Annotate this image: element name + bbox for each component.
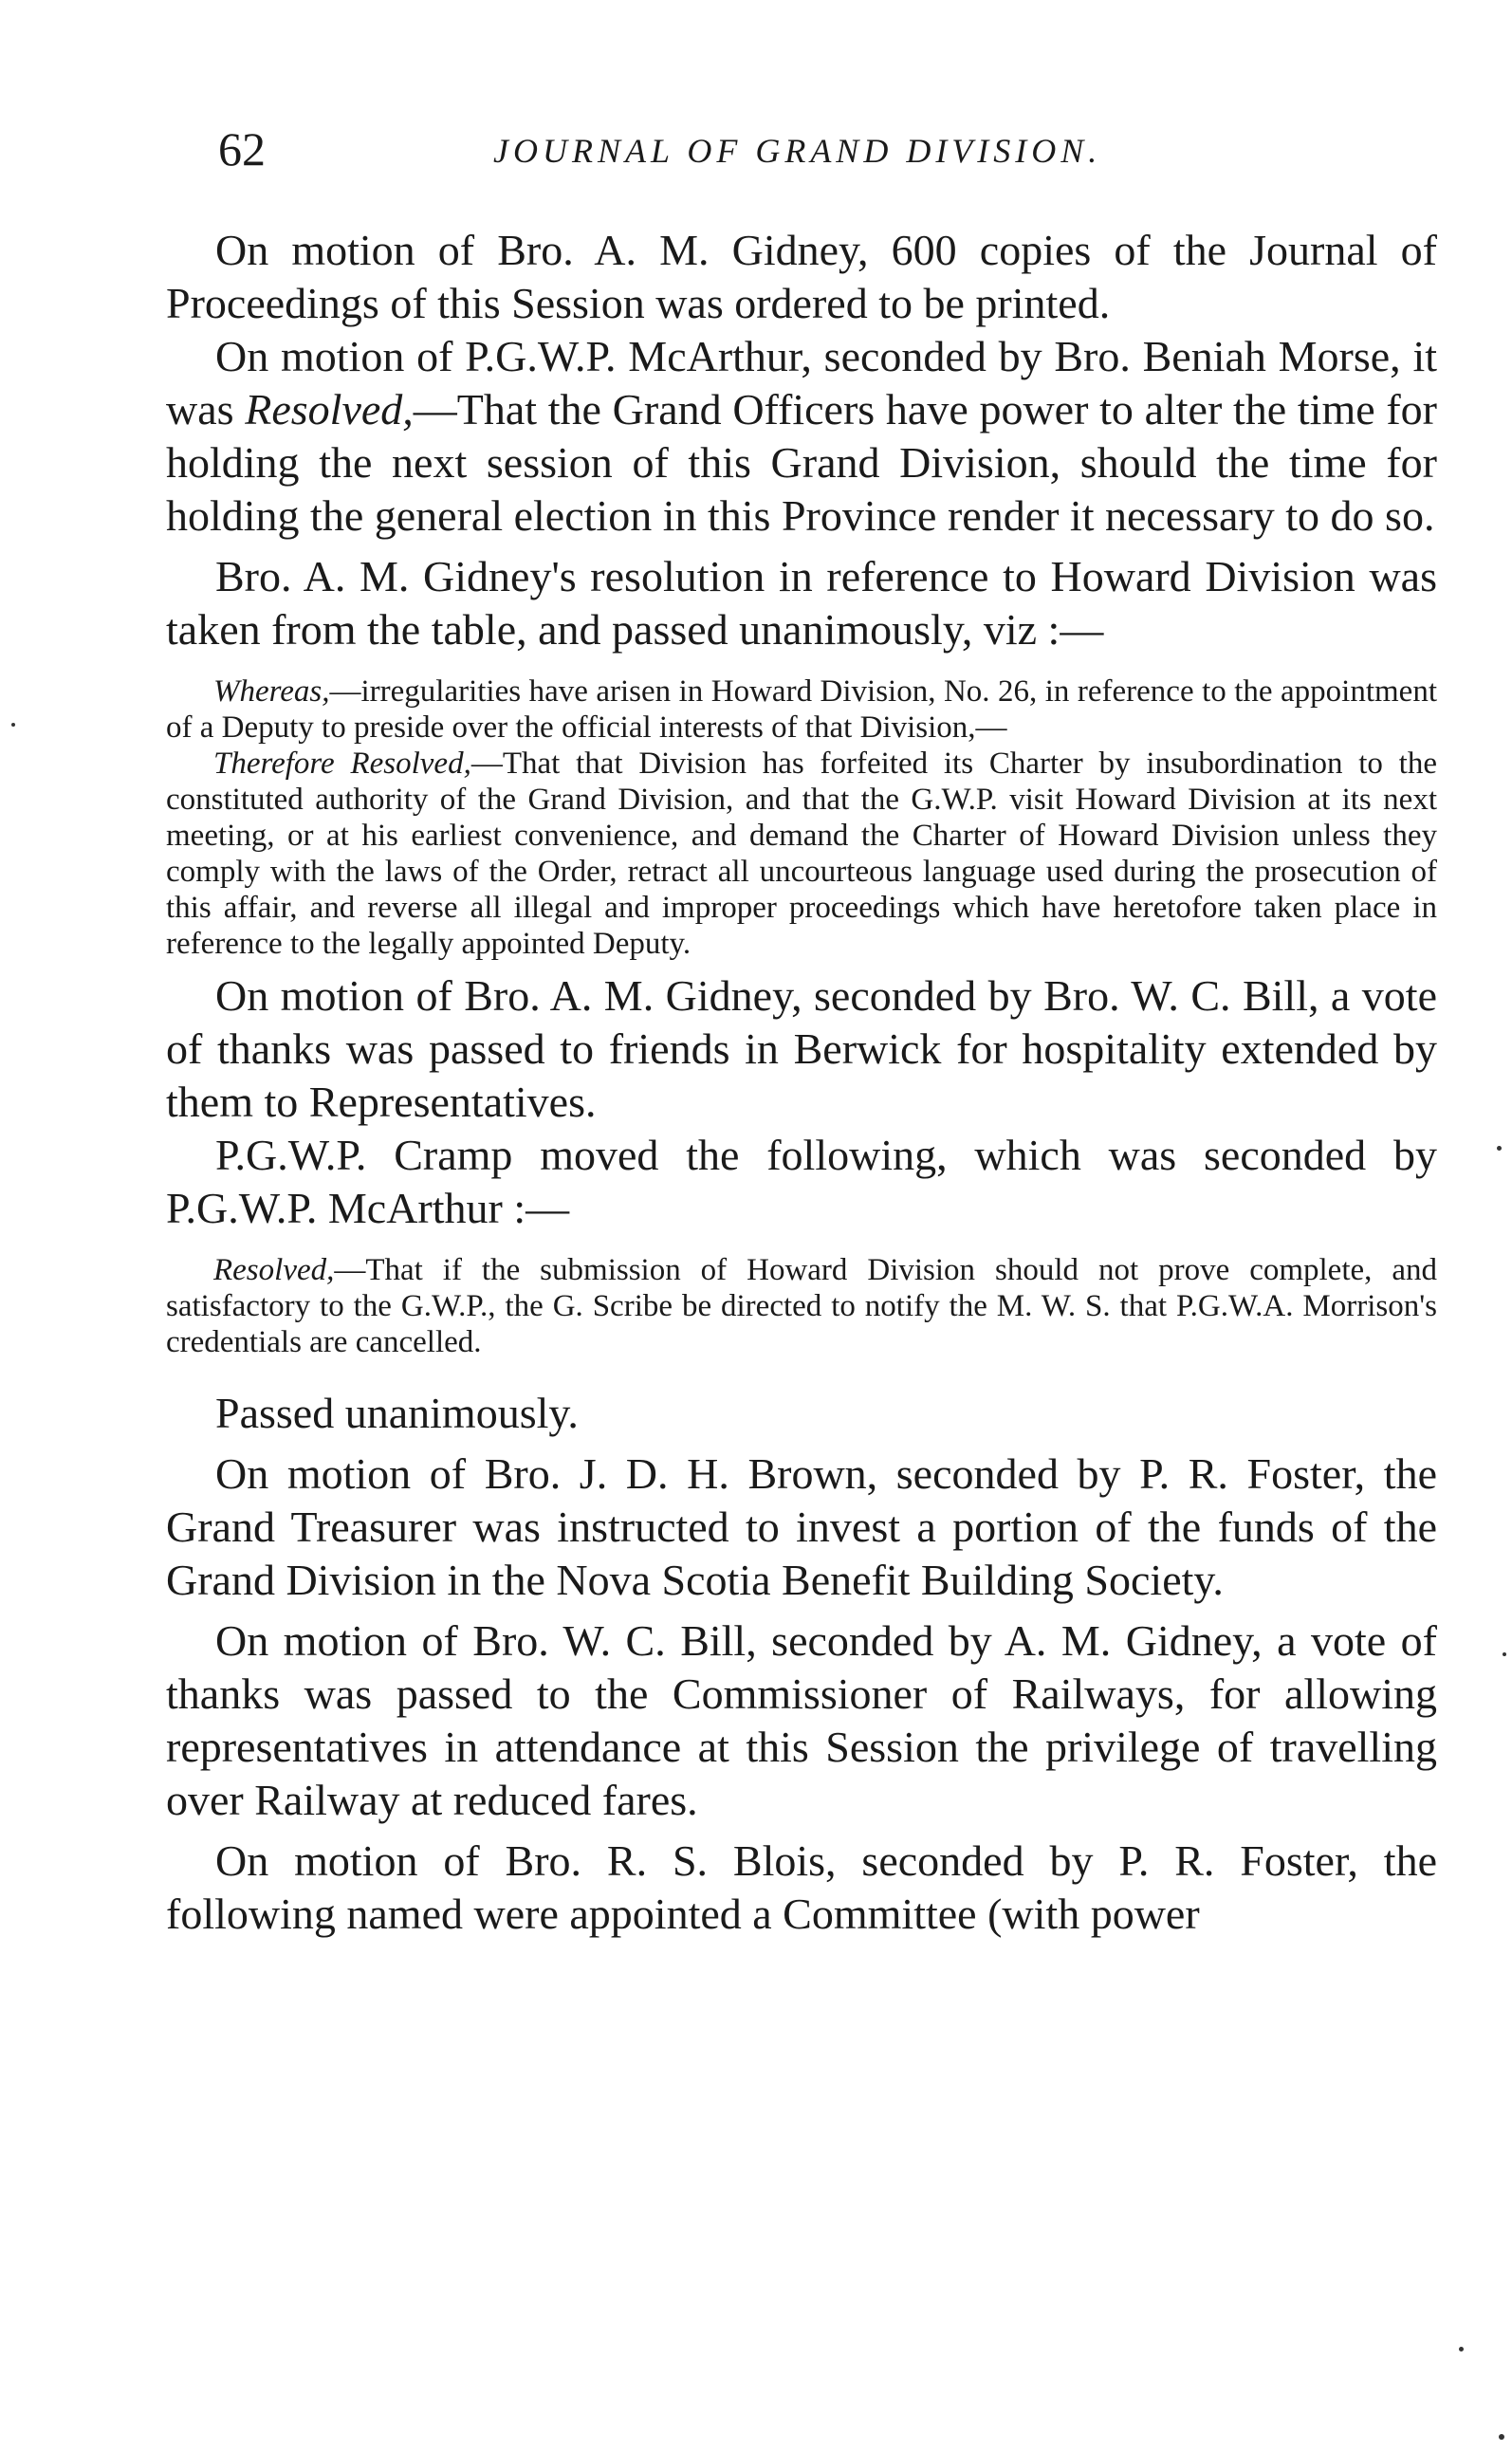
page-header [218, 121, 1451, 188]
resolution-morrison-credentials [166, 1252, 1437, 1360]
page-number: 62 [218, 122, 266, 175]
paragraph-committee-appointment: On motion of Bro. R. S. Blois, seconded by P. R. Foster, the following named were appointed a Committee (with power [166, 1836, 1437, 1938]
resolved-label: Resolved, [245, 385, 414, 433]
paragraph-text: On motion of P.G.W.P. McArthur, seconded by Bro. Beniah Morse, it was [166, 332, 1437, 433]
resolved-label: Resolved, [213, 1253, 335, 1287]
paragraph-cramp-motion: P.G.W.P. Cramp moved the following, which was seconded by P.G.W.P. McArthur :— [166, 1131, 1437, 1232]
resolution-text: —irregularities have arisen in Howard Division, No. 26, in reference to the appointment of a Deputy to preside over the official interests of that Division,— [166, 674, 1437, 745]
paragraph-session-time-resolution [166, 330, 1437, 543]
paragraph-howard-division-intro: Bro. A. M. Gidney's resolution in reference to Howard Division was taken from the table, and passed unanimously, viz :— [166, 552, 1437, 654]
paragraph-text: —That the Grand Officers have power to alter the time for holding the next session of this Grand Division, should the time for holding the general election in this Province render it necessary to do so. [166, 385, 1437, 540]
scan-speck [11, 723, 15, 727]
whereas-label: Whereas, [213, 674, 330, 709]
scan-speck [1503, 1652, 1506, 1656]
resolution-therefore [166, 746, 1437, 962]
scan-speck [1459, 2347, 1464, 2352]
resolution-whereas [166, 673, 1437, 746]
scan-speck [1499, 2434, 1504, 2440]
paragraph-treasurer-investment: On motion of Bro. J. D. H. Brown, seconded by P. R. Foster, the Grand Treasurer was instructed to invest a portion of the funds of the Grand Division in the Nova Scotia Benefit Building Society. [166, 1449, 1437, 1604]
therefore-resolved-label: Therefore Resolved, [213, 747, 471, 781]
paragraph-vote-thanks-berwick: On motion of Bro. A. M. Gidney, seconded by Bro. W. C. Bill, a vote of thanks was passed to friends in Berwick for hospitality extended by them to Representatives. [166, 971, 1437, 1126]
running-head: JOURNAL OF GRAND DIVISION. [493, 132, 1102, 170]
resolution-text: —That that Division has forfeited its Charter by insubordination to the constituted authority of the Grand Division, and that the G.W.P. visit Howard Division at its next meeting, or at his earliest convenience, and demand the Charter of Howard Division unless they comply with the laws of the Order, retract all uncourteous language used during the prosecution of this affair, and reverse all illegal and improper proceedings which have heretofore taken place in reference to the legally appointed Deputy. [166, 747, 1437, 961]
resolution-text: —That if the submission of Howard Division should not prove complete, and satisfactory to the G.W.P., the G. Scribe be directed to notify the M. W. S. that P.G.W.A. Morrison's credentials are cancelled. [166, 1253, 1437, 1359]
paragraph-railway-thanks: On motion of Bro. W. C. Bill, seconded by A. M. Gidney, a vote of thanks was passed to the Commissioner of Railways, for allowing representatives in attendance at this Session the privilege of travelling over Railway at reduced fares. [166, 1616, 1437, 1824]
passed-unanimously: Passed unanimously. [215, 1389, 579, 1437]
paragraph-printing-motion: On motion of Bro. A. M. Gidney, 600 copies of the Journal of Proceedings of this Session was ordered to be printed. [166, 226, 1437, 327]
body-text [166, 224, 1437, 1941]
scan-speck [1497, 1146, 1502, 1151]
